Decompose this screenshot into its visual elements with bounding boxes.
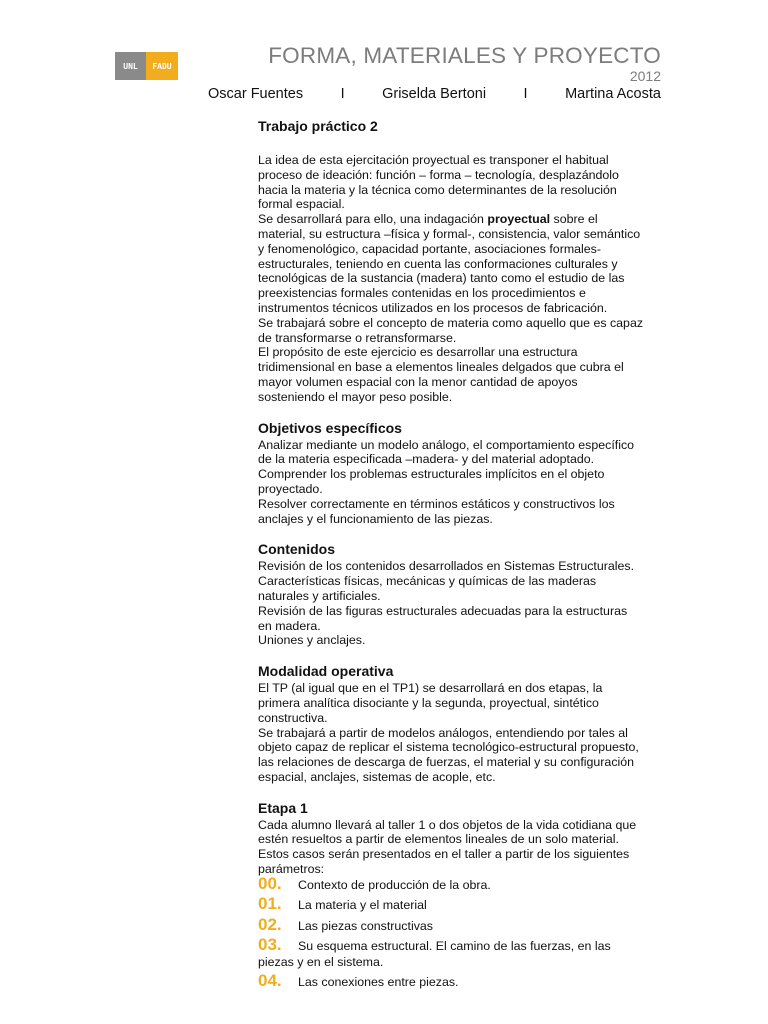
intro-line-bold-mix bbox=[258, 212, 678, 227]
separator-2: I bbox=[523, 86, 528, 102]
author-2: Griselda Bertoni bbox=[382, 86, 487, 102]
parameters-list bbox=[258, 873, 678, 994]
contenidos-line: naturales y artificiales. bbox=[258, 588, 381, 603]
item-text-continuation: piezas y en el sistema. bbox=[258, 954, 384, 969]
logo-unl: UNL bbox=[115, 52, 146, 80]
list-item bbox=[258, 914, 678, 939]
etapa-line: parámetros: bbox=[258, 862, 325, 877]
contenidos-line: Revisión de los contenidos desarrollados en Sistemas Estructurales. bbox=[258, 559, 635, 574]
etapa-line: Cada alumno llevará al taller 1 o dos objetos de la vida cotidiana que bbox=[258, 817, 637, 832]
document-title: FORMA, MATERIALES Y PROYECTO bbox=[268, 43, 661, 68]
modalidad-line: objeto capaz de replicar el sistema tecnológico-estructural propuesto, bbox=[258, 740, 639, 755]
author-1: Oscar Fuentes bbox=[208, 86, 304, 102]
item-text: Las conexiones entre piezas. bbox=[298, 974, 459, 989]
etapa-paragraph bbox=[258, 818, 678, 877]
intro-line: proceso de ideación: función – forma – tecnología, desplazándolo bbox=[258, 167, 619, 182]
intro-line: Se trabajará sobre el concepto de materia como aquello que es capaz bbox=[258, 315, 644, 330]
intro2-post: sobre el bbox=[550, 212, 598, 227]
separator-1: I bbox=[340, 86, 345, 102]
item-text: La materia y el material bbox=[298, 898, 427, 913]
intro-line: hacia la materia y la técnica como determinantes de la resolución bbox=[258, 182, 617, 197]
intro-line: mayor volumen espacial con la menor cantidad de apoyos bbox=[258, 374, 578, 389]
intro-line: instrumentos técnicos utilizados en los procesos de fabricación. bbox=[258, 300, 608, 315]
item-number: 02. bbox=[258, 914, 282, 934]
intro-line: tecnológicas de la sustancia (madera) tanto como el estudio de las bbox=[258, 271, 625, 286]
objetivos-line: Analizar mediante un modelo análogo, el comportamiento específico bbox=[258, 437, 635, 452]
objetivos-paragraph bbox=[258, 438, 678, 527]
etapa-heading: Etapa 1 bbox=[258, 799, 308, 816]
intro-line: La idea de esta ejercitación proyectual es transponer el habitual bbox=[258, 153, 609, 167]
intro-line: de transformarse o retransformarse. bbox=[258, 330, 457, 345]
item-number: 00. bbox=[258, 873, 282, 893]
intro2-pre: Se desarrollará para ello, una indagación bbox=[258, 212, 488, 227]
unl-fadu-logo bbox=[115, 52, 178, 80]
authors-line bbox=[208, 86, 661, 102]
intro-line: El propósito de este ejercicio es desarrollar una estructura bbox=[258, 345, 578, 360]
item-text: Las piezas constructivas bbox=[298, 918, 433, 933]
objetivos-line: anclajes y el funcionamiento de las piezas. bbox=[258, 511, 493, 526]
intro-paragraph bbox=[258, 153, 678, 405]
modalidad-line: primera analítica disociante y la segunda, proyectual, sintético bbox=[258, 695, 599, 710]
contenidos-paragraph bbox=[258, 559, 678, 648]
modalidad-paragraph bbox=[258, 681, 678, 785]
list-item bbox=[258, 894, 678, 918]
intro-line: sosteniendo el mayor peso posible. bbox=[258, 389, 453, 404]
item-number: 04. bbox=[258, 970, 282, 990]
item-number: 01. bbox=[258, 894, 282, 914]
contenidos-line: Revisión de las figuras estructurales adecuadas para la estructuras bbox=[258, 603, 628, 618]
item-number: 03. bbox=[258, 935, 282, 955]
etapa-line: Estos casos serán presentados en el taller a partir de los siguientes bbox=[258, 847, 630, 862]
contenidos-line: en madera. bbox=[258, 618, 321, 633]
intro-line: formal espacial. bbox=[258, 197, 345, 212]
list-item bbox=[258, 873, 678, 898]
modalidad-line: espacial, anclajes, sistemas de acople, etc. bbox=[258, 769, 496, 784]
contenidos-heading: Contenidos bbox=[258, 541, 335, 558]
etapa-line: estén resueltos a partir de elementos lineales de un solo material. bbox=[258, 832, 619, 847]
modalidad-line: las relaciones de descarga de fuerzas, el material y su configuración bbox=[258, 755, 635, 770]
document-body bbox=[258, 118, 678, 994]
objetivos-line: Resolver correctamente en términos estáticos y constructivos los bbox=[258, 496, 615, 511]
objetivos-line: de la materia especificada –madera- y del material adoptado. bbox=[258, 452, 595, 467]
modalidad-heading: Modalidad operativa bbox=[258, 663, 394, 680]
intro-line: preexistencias formales contenidas en los procedimientos e bbox=[258, 286, 586, 301]
contenidos-line: Uniones y anclajes. bbox=[258, 633, 366, 648]
modalidad-line: constructiva. bbox=[258, 710, 328, 725]
intro-line: y fenomenológico, capacidad portante, asociaciones formales- bbox=[258, 241, 602, 256]
list-item bbox=[258, 970, 678, 995]
logo-fadu: FADU bbox=[146, 52, 178, 80]
tp-title: Trabajo práctico 2 bbox=[258, 118, 378, 134]
author-3: Martina Acosta bbox=[565, 86, 661, 102]
item-text: Su esquema estructural. El camino de las fuerzas, en las bbox=[298, 939, 611, 954]
contenidos-line: Características físicas, mecánicas y químicas de las maderas bbox=[258, 574, 597, 589]
modalidad-line: El TP (al igual que en el TP1) se desarrollará en dos etapas, la bbox=[258, 681, 603, 696]
objetivos-line: proyectado. bbox=[258, 481, 323, 496]
intro-line: tridimensional en base a elementos lineales delgados que cubra el bbox=[258, 360, 624, 375]
objetivos-line: Comprender los problemas estructurales implícitos en el objeto bbox=[258, 467, 605, 482]
item-text: Contexto de producción de la obra. bbox=[298, 877, 491, 892]
objetivos-heading: Objetivos específicos bbox=[258, 419, 402, 436]
intro-line: material, su estructura –física y formal-, consistencia, valor semántico bbox=[258, 226, 641, 241]
intro-line: estructurales, teniendo en cuenta las conformaciones culturales y bbox=[258, 256, 618, 271]
intro2-bold: proyectual bbox=[487, 212, 551, 227]
modalidad-line: Se trabajará a partir de modelos análogos, entendiendo por tales al bbox=[258, 725, 628, 740]
document-year: 2012 bbox=[629, 68, 661, 84]
